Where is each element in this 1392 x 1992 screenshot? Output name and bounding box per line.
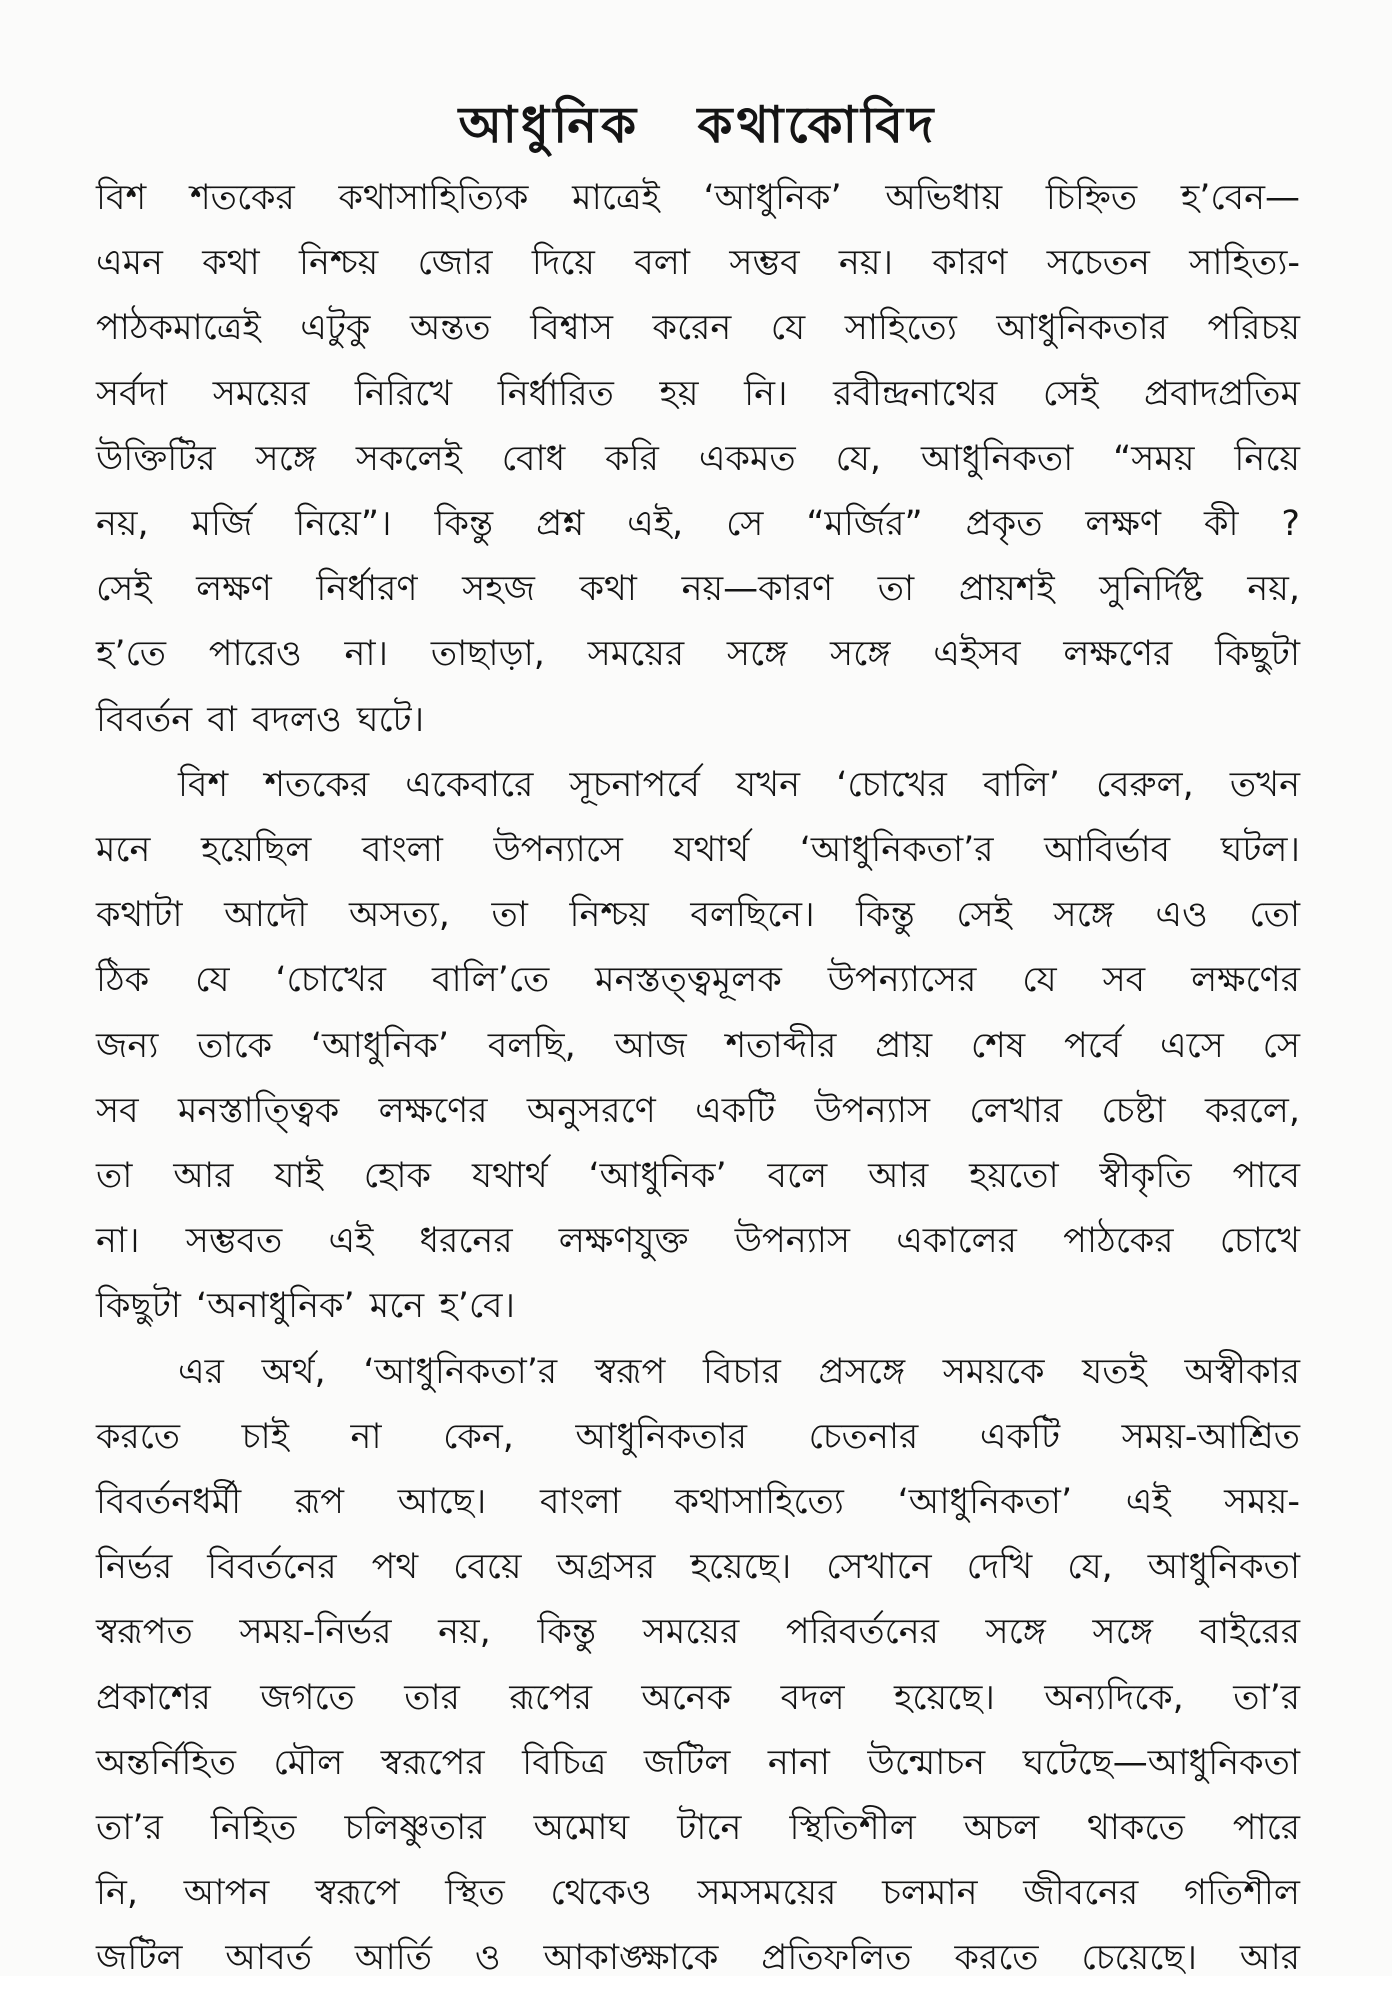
text-line: অন্তর্নিহিত মৌল স্বরূপের বিচিত্র জটিল নানা উন্মোচন ঘটেছে—আধুনিকতা — [96, 1742, 1300, 1783]
text-line: হ’তে পারেও না। তাছাড়া, সময়ের সঙ্গে সঙ্গে এইসব লক্ষণের কিছুটা — [96, 634, 1300, 675]
paragraph — [96, 753, 1300, 1340]
text-line: বিশ শতকের কথাসাহিত্যিক মাত্রেই ‘আধুনিক’ অভিধায় চিহ্নিত হ’বেন— — [96, 178, 1300, 218]
text-line: কথাটা আদৌ অসত্য, তা নিশ্চয় বলছিনে। কিন্তু সেই সঙ্গে এও তো — [96, 895, 1300, 936]
text-line: জন্য তাকে ‘আধুনিক’ বলছি, আজ শতাব্দীর প্রায় শেষ পর্বে এসে সে — [96, 1025, 1300, 1066]
text-line: নয়, মর্জি নিয়ে”। কিন্তু প্রশ্ন এই, সে “মর্জির” প্রকৃত লক্ষণ কী ? — [96, 504, 1300, 545]
text-line: স্বরূপত সময়-নির্ভর নয়, কিন্তু সময়ের পরিবর্তনের সঙ্গে সঙ্গে বাইরের — [96, 1612, 1300, 1653]
text-line: বিবর্তনধর্মী রূপ আছে। বাংলা কথাসাহিত্যে ‘আধুনিকতা’ এই সময়- — [96, 1482, 1300, 1523]
text-line: তা আর যাই হোক যথার্থ ‘আধুনিক’ বলে আর হয়তো স্বীকৃতি পাবে — [96, 1156, 1300, 1197]
paragraph — [96, 166, 1300, 753]
text-line: এর অর্থ, ‘আধুনিকতা’র স্বরূপ বিচার প্রসঙ্গে সময়কে যতই অস্বীকার — [178, 1351, 1300, 1392]
paragraph — [96, 1340, 1300, 1992]
text-line: কিছুটা ‘অনাধুনিক’ মনে হ’বে। — [96, 1286, 516, 1327]
text-line: তা’র নিহিত চলিষ্ণুতার অমোঘ টানে স্থিতিশীল অচল থাকতে পারে — [96, 1808, 1300, 1849]
body-text — [96, 166, 1300, 1992]
text-line: উক্তিটির সঙ্গে সকলেই বোধ করি একমত যে, আধুনিকতা “সময় নিয়ে — [96, 438, 1300, 479]
text-line: নির্ভর বিবর্তনের পথ বেয়ে অগ্রসর হয়েছে। সেখানে দেখি যে, আধুনিকতা — [96, 1547, 1300, 1588]
text-line: পাঠকমাত্রেই এটুকু অন্তত বিশ্বাস করেন যে সাহিত্যে আধুনিকতার পরিচয় — [96, 308, 1300, 349]
text-line: প্রকাশের জগতে তার রূপের অনেক বদল হয়েছে। অন্যদিকে, তা’র — [96, 1677, 1300, 1718]
text-line: বিবর্তন বা বদলও ঘটে। — [96, 699, 425, 740]
text-line: সেই লক্ষণ নির্ধারণ সহজ কথা নয়—কারণ তা প্রায়শই সুনির্দিষ্ট নয়, — [96, 569, 1300, 610]
text-line: সব মনস্তাত্ত্বিক লক্ষণের অনুসরণে একটি উপন্যাস লেখার চেষ্টা করলে, — [96, 1090, 1300, 1131]
text-line: বিশ শতকের একেবারে সূচনাপর্বে যখন ‘চোখের বালি’ বেরুল, তখন — [178, 764, 1300, 805]
text-line: নি, আপন স্বরূপে স্থিত থেকেও সমসময়ের চলমান জীবনের গতিশীল — [96, 1873, 1300, 1914]
text-line: না। সম্ভবত এই ধরনের লক্ষণযুক্ত উপন্যাস একালের পাঠকের চোখে — [96, 1221, 1300, 1262]
page-title: আধুনিক কথাকোবিদ — [458, 95, 938, 154]
text-line: এমন কথা নিশ্চয় জোর দিয়ে বলা সম্ভব নয়। কারণ সচেতন সাহিত্য- — [96, 243, 1300, 284]
text-line: জটিল আবর্ত আর্তি ও আকাঙ্ক্ষাকে প্রতিফলিত করতে চেয়েছে। আর — [96, 1938, 1300, 1979]
text-line: ঠিক যে ‘চোখের বালি’তে মনস্তত্ত্বমূলক উপন্যাসের যে সব লক্ষণের — [96, 960, 1300, 1001]
text-line: মনে হয়েছিল বাংলা উপন্যাসে যথার্থ ‘আধুনিকতা’র আবির্ভাব ঘটল। — [96, 830, 1300, 871]
text-line: সর্বদা সময়ের নিরিখে নির্ধারিত হয় নি। রবীন্দ্রনাথের সেই প্রবাদপ্রতিম — [96, 373, 1300, 414]
text-line: করতে চাই না কেন, আধুনিকতার চেতনার একটি সময়-আশ্রিত — [96, 1416, 1300, 1457]
